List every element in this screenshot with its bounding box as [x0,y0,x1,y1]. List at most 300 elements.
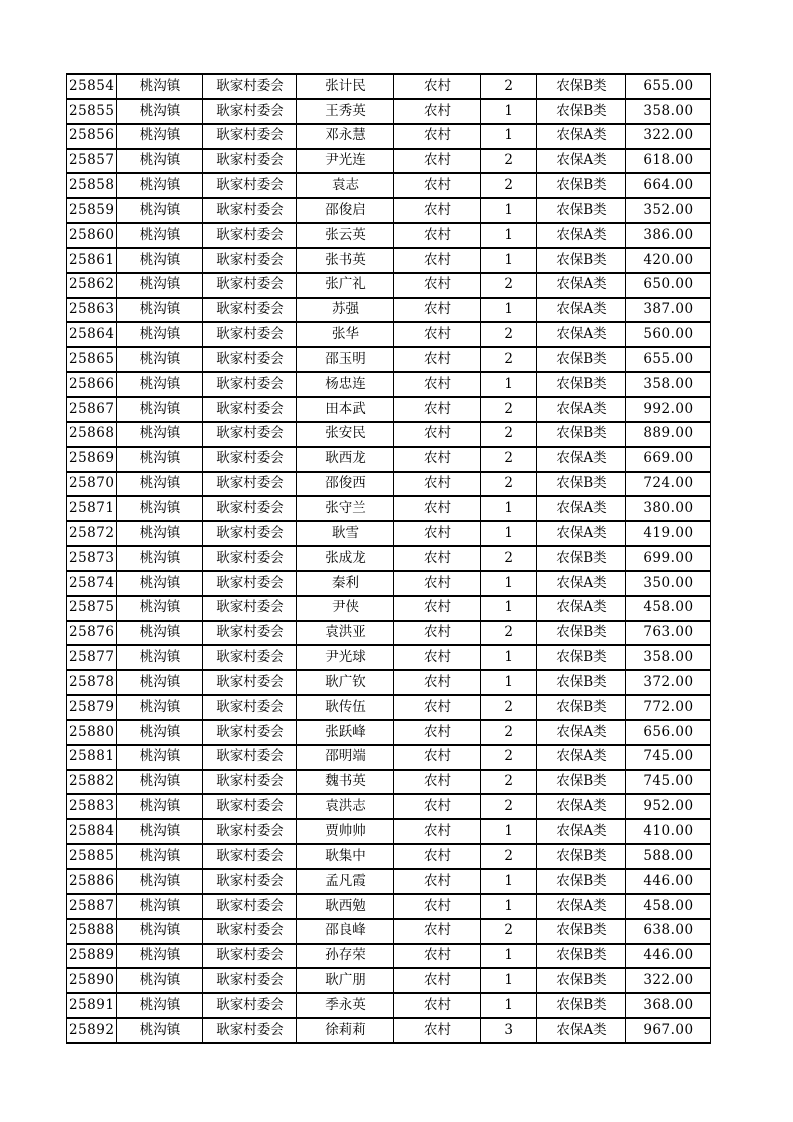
cell-amount: 322.00 [626,124,711,149]
cell-town: 桃沟镇 [117,844,203,869]
cell-residence-type: 农村 [394,819,481,844]
cell-village-committee: 耿家村委会 [203,223,297,248]
cell-residence-type: 农村 [394,919,481,944]
cell-person-name: 贾帅帅 [297,819,394,844]
cell-village-committee: 耿家村委会 [203,521,297,546]
cell-amount: 446.00 [626,869,711,894]
cell-amount: 368.00 [626,993,711,1018]
benefits-table [66,73,711,1044]
cell-amount: 372.00 [626,670,711,695]
cell-person-name: 张跃峰 [297,720,394,745]
cell-insurance-category: 农保B类 [537,645,626,670]
cell-person-count: 1 [481,496,537,521]
cell-town: 桃沟镇 [117,794,203,819]
cell-town: 桃沟镇 [117,223,203,248]
cell-person-name: 魏书英 [297,770,394,795]
cell-residence-type: 农村 [394,720,481,745]
cell-person-name: 杨忠连 [297,372,394,397]
table-row [67,770,711,795]
cell-serial-number: 25880 [67,720,117,745]
cell-insurance-category: 农保B类 [537,546,626,571]
cell-amount: 724.00 [626,472,711,497]
cell-serial-number: 25887 [67,894,117,919]
table-row [67,124,711,149]
cell-insurance-category: 农保B类 [537,770,626,795]
cell-serial-number: 25885 [67,844,117,869]
cell-person-count: 3 [481,1018,537,1043]
cell-residence-type: 农村 [394,770,481,795]
cell-residence-type: 农村 [394,173,481,198]
cell-town: 桃沟镇 [117,720,203,745]
cell-insurance-category: 农保A类 [537,447,626,472]
cell-insurance-category: 农保A类 [537,322,626,347]
cell-village-committee: 耿家村委会 [203,397,297,422]
cell-serial-number: 25866 [67,372,117,397]
cell-village-committee: 耿家村委会 [203,720,297,745]
cell-insurance-category: 农保B类 [537,74,626,99]
cell-amount: 588.00 [626,844,711,869]
table-row [67,919,711,944]
cell-residence-type: 农村 [394,869,481,894]
cell-person-name: 耿广钦 [297,670,394,695]
table-row [67,99,711,124]
cell-insurance-category: 农保A类 [537,223,626,248]
cell-residence-type: 农村 [394,223,481,248]
cell-serial-number: 25862 [67,273,117,298]
cell-amount: 560.00 [626,322,711,347]
cell-amount: 967.00 [626,1018,711,1043]
table-row [67,968,711,993]
cell-person-name: 耿西勉 [297,894,394,919]
cell-town: 桃沟镇 [117,521,203,546]
table-row [67,720,711,745]
cell-person-count: 1 [481,596,537,621]
cell-insurance-category: 农保A类 [537,596,626,621]
cell-village-committee: 耿家村委会 [203,248,297,273]
cell-residence-type: 农村 [394,149,481,174]
cell-village-committee: 耿家村委会 [203,496,297,521]
cell-person-name: 邓永慧 [297,124,394,149]
cell-amount: 446.00 [626,944,711,969]
cell-village-committee: 耿家村委会 [203,869,297,894]
cell-serial-number: 25875 [67,596,117,621]
cell-person-count: 2 [481,173,537,198]
cell-person-count: 2 [481,844,537,869]
cell-residence-type: 农村 [394,521,481,546]
cell-person-name: 张安民 [297,422,394,447]
cell-village-committee: 耿家村委会 [203,944,297,969]
cell-town: 桃沟镇 [117,968,203,993]
cell-person-count: 2 [481,745,537,770]
cell-town: 桃沟镇 [117,670,203,695]
cell-person-count: 1 [481,944,537,969]
cell-residence-type: 农村 [394,397,481,422]
cell-serial-number: 25854 [67,74,117,99]
table-row [67,223,711,248]
cell-village-committee: 耿家村委会 [203,794,297,819]
table-row [67,819,711,844]
cell-person-count: 2 [481,695,537,720]
table-row [67,844,711,869]
cell-amount: 664.00 [626,173,711,198]
cell-residence-type: 农村 [394,472,481,497]
cell-insurance-category: 农保B类 [537,173,626,198]
table-row [67,149,711,174]
cell-village-committee: 耿家村委会 [203,968,297,993]
table-row [67,447,711,472]
cell-residence-type: 农村 [394,596,481,621]
table-row [67,695,711,720]
cell-person-count: 1 [481,521,537,546]
table-row [67,298,711,323]
cell-insurance-category: 农保B类 [537,670,626,695]
cell-person-name: 尹侠 [297,596,394,621]
table-row [67,198,711,223]
cell-village-committee: 耿家村委会 [203,447,297,472]
cell-person-count: 2 [481,919,537,944]
cell-person-name: 耿集中 [297,844,394,869]
cell-amount: 352.00 [626,198,711,223]
cell-serial-number: 25883 [67,794,117,819]
cell-person-name: 耿广朋 [297,968,394,993]
cell-residence-type: 农村 [394,347,481,372]
cell-person-name: 孙存荣 [297,944,394,969]
cell-amount: 458.00 [626,894,711,919]
cell-person-name: 邵俊启 [297,198,394,223]
cell-residence-type: 农村 [394,248,481,273]
cell-residence-type: 农村 [394,745,481,770]
cell-village-committee: 耿家村委会 [203,645,297,670]
cell-amount: 387.00 [626,298,711,323]
cell-serial-number: 25876 [67,621,117,646]
cell-insurance-category: 农保B类 [537,248,626,273]
cell-amount: 358.00 [626,372,711,397]
cell-person-count: 1 [481,372,537,397]
cell-village-committee: 耿家村委会 [203,621,297,646]
cell-amount: 655.00 [626,347,711,372]
cell-village-committee: 耿家村委会 [203,695,297,720]
cell-person-name: 袁洪志 [297,794,394,819]
cell-town: 桃沟镇 [117,745,203,770]
cell-person-name: 张书英 [297,248,394,273]
cell-insurance-category: 农保B类 [537,695,626,720]
cell-person-name: 邵玉明 [297,347,394,372]
cell-person-name: 季永英 [297,993,394,1018]
cell-village-committee: 耿家村委会 [203,298,297,323]
cell-town: 桃沟镇 [117,571,203,596]
cell-village-committee: 耿家村委会 [203,99,297,124]
cell-village-committee: 耿家村委会 [203,571,297,596]
cell-serial-number: 25865 [67,347,117,372]
cell-residence-type: 农村 [394,322,481,347]
cell-village-committee: 耿家村委会 [203,422,297,447]
cell-serial-number: 25873 [67,546,117,571]
cell-town: 桃沟镇 [117,621,203,646]
cell-amount: 655.00 [626,74,711,99]
cell-village-committee: 耿家村委会 [203,596,297,621]
cell-town: 桃沟镇 [117,422,203,447]
cell-town: 桃沟镇 [117,99,203,124]
cell-town: 桃沟镇 [117,919,203,944]
cell-village-committee: 耿家村委会 [203,198,297,223]
cell-residence-type: 农村 [394,968,481,993]
cell-town: 桃沟镇 [117,496,203,521]
table-row [67,944,711,969]
cell-amount: 745.00 [626,770,711,795]
cell-amount: 638.00 [626,919,711,944]
cell-person-name: 邵良峰 [297,919,394,944]
cell-town: 桃沟镇 [117,248,203,273]
cell-person-count: 1 [481,894,537,919]
cell-amount: 618.00 [626,149,711,174]
cell-town: 桃沟镇 [117,298,203,323]
table-row [67,322,711,347]
cell-amount: 410.00 [626,819,711,844]
cell-person-count: 1 [481,993,537,1018]
cell-insurance-category: 农保A类 [537,1018,626,1043]
table-row [67,521,711,546]
cell-village-committee: 耿家村委会 [203,173,297,198]
cell-amount: 889.00 [626,422,711,447]
cell-village-committee: 耿家村委会 [203,546,297,571]
cell-person-count: 2 [481,720,537,745]
cell-person-count: 1 [481,869,537,894]
cell-village-committee: 耿家村委会 [203,919,297,944]
cell-person-name: 秦利 [297,571,394,596]
cell-insurance-category: 农保A类 [537,273,626,298]
cell-amount: 745.00 [626,745,711,770]
cell-town: 桃沟镇 [117,74,203,99]
cell-person-count: 1 [481,819,537,844]
cell-person-count: 1 [481,571,537,596]
cell-person-count: 1 [481,124,537,149]
cell-village-committee: 耿家村委会 [203,322,297,347]
cell-person-name: 田本武 [297,397,394,422]
cell-person-name: 张华 [297,322,394,347]
cell-residence-type: 农村 [394,695,481,720]
table-row [67,74,711,99]
cell-town: 桃沟镇 [117,472,203,497]
cell-serial-number: 25859 [67,198,117,223]
cell-village-committee: 耿家村委会 [203,124,297,149]
cell-village-committee: 耿家村委会 [203,1018,297,1043]
cell-serial-number: 25879 [67,695,117,720]
cell-town: 桃沟镇 [117,546,203,571]
cell-town: 桃沟镇 [117,645,203,670]
cell-residence-type: 农村 [394,198,481,223]
cell-amount: 350.00 [626,571,711,596]
cell-insurance-category: 农保A类 [537,720,626,745]
cell-village-committee: 耿家村委会 [203,770,297,795]
cell-residence-type: 农村 [394,571,481,596]
cell-person-name: 邵明端 [297,745,394,770]
cell-insurance-category: 农保A类 [537,298,626,323]
cell-amount: 992.00 [626,397,711,422]
cell-residence-type: 农村 [394,273,481,298]
cell-person-name: 张守兰 [297,496,394,521]
cell-serial-number: 25878 [67,670,117,695]
cell-amount: 386.00 [626,223,711,248]
cell-insurance-category: 农保B类 [537,944,626,969]
table-row [67,571,711,596]
cell-residence-type: 农村 [394,621,481,646]
cell-serial-number: 25857 [67,149,117,174]
table-row [67,347,711,372]
cell-serial-number: 25864 [67,322,117,347]
cell-village-committee: 耿家村委会 [203,745,297,770]
cell-serial-number: 25874 [67,571,117,596]
cell-person-name: 耿西龙 [297,447,394,472]
cell-village-committee: 耿家村委会 [203,844,297,869]
cell-residence-type: 农村 [394,422,481,447]
cell-insurance-category: 农保B类 [537,869,626,894]
cell-person-name: 张云英 [297,223,394,248]
cell-town: 桃沟镇 [117,397,203,422]
cell-person-count: 1 [481,645,537,670]
cell-amount: 358.00 [626,645,711,670]
table-row [67,670,711,695]
cell-amount: 358.00 [626,99,711,124]
cell-insurance-category: 农保A类 [537,794,626,819]
cell-person-count: 2 [481,447,537,472]
cell-insurance-category: 农保A类 [537,571,626,596]
cell-person-count: 1 [481,198,537,223]
cell-town: 桃沟镇 [117,124,203,149]
cell-person-count: 2 [481,770,537,795]
cell-person-count: 1 [481,248,537,273]
cell-person-name: 张广礼 [297,273,394,298]
cell-town: 桃沟镇 [117,944,203,969]
cell-insurance-category: 农保A类 [537,496,626,521]
cell-residence-type: 农村 [394,546,481,571]
cell-person-count: 2 [481,347,537,372]
table-row [67,372,711,397]
cell-village-committee: 耿家村委会 [203,347,297,372]
cell-person-count: 2 [481,621,537,646]
cell-town: 桃沟镇 [117,347,203,372]
cell-village-committee: 耿家村委会 [203,273,297,298]
cell-serial-number: 25871 [67,496,117,521]
cell-residence-type: 农村 [394,944,481,969]
cell-serial-number: 25889 [67,944,117,969]
cell-insurance-category: 农保A类 [537,819,626,844]
cell-town: 桃沟镇 [117,273,203,298]
cell-serial-number: 25868 [67,422,117,447]
cell-residence-type: 农村 [394,894,481,919]
cell-person-name: 耿传伍 [297,695,394,720]
cell-insurance-category: 农保B类 [537,968,626,993]
cell-person-name: 张计民 [297,74,394,99]
cell-person-count: 1 [481,298,537,323]
cell-residence-type: 农村 [394,1018,481,1043]
table-row [67,894,711,919]
table-row [67,248,711,273]
cell-serial-number: 25870 [67,472,117,497]
table-row [67,422,711,447]
cell-serial-number: 25882 [67,770,117,795]
cell-person-count: 2 [481,472,537,497]
cell-town: 桃沟镇 [117,869,203,894]
cell-town: 桃沟镇 [117,1018,203,1043]
cell-insurance-category: 农保B类 [537,99,626,124]
cell-residence-type: 农村 [394,496,481,521]
cell-insurance-category: 农保A类 [537,124,626,149]
cell-amount: 669.00 [626,447,711,472]
cell-person-count: 1 [481,99,537,124]
cell-insurance-category: 农保A类 [537,149,626,174]
cell-amount: 380.00 [626,496,711,521]
table-row [67,472,711,497]
table-row [67,496,711,521]
cell-person-count: 2 [481,422,537,447]
cell-village-committee: 耿家村委会 [203,670,297,695]
cell-village-committee: 耿家村委会 [203,819,297,844]
cell-person-count: 1 [481,670,537,695]
cell-person-name: 张成龙 [297,546,394,571]
cell-insurance-category: 农保A类 [537,521,626,546]
cell-serial-number: 25886 [67,869,117,894]
cell-insurance-category: 农保B类 [537,621,626,646]
cell-person-count: 2 [481,74,537,99]
cell-amount: 650.00 [626,273,711,298]
cell-residence-type: 农村 [394,99,481,124]
cell-serial-number: 25881 [67,745,117,770]
cell-insurance-category: 农保A类 [537,894,626,919]
cell-person-name: 邵俊西 [297,472,394,497]
cell-person-name: 孟凡霞 [297,869,394,894]
cell-residence-type: 农村 [394,74,481,99]
cell-serial-number: 25861 [67,248,117,273]
table-row [67,273,711,298]
cell-residence-type: 农村 [394,844,481,869]
cell-residence-type: 农村 [394,794,481,819]
cell-person-name: 王秀英 [297,99,394,124]
cell-serial-number: 25892 [67,1018,117,1043]
cell-serial-number: 25867 [67,397,117,422]
cell-town: 桃沟镇 [117,596,203,621]
cell-person-count: 2 [481,546,537,571]
cell-town: 桃沟镇 [117,894,203,919]
cell-insurance-category: 农保B类 [537,919,626,944]
cell-person-name: 尹光球 [297,645,394,670]
cell-town: 桃沟镇 [117,372,203,397]
cell-town: 桃沟镇 [117,447,203,472]
cell-amount: 656.00 [626,720,711,745]
table-row [67,745,711,770]
cell-town: 桃沟镇 [117,770,203,795]
cell-person-name: 徐莉莉 [297,1018,394,1043]
cell-person-count: 1 [481,223,537,248]
cell-person-name: 袁洪亚 [297,621,394,646]
cell-serial-number: 25858 [67,173,117,198]
cell-insurance-category: 农保B类 [537,347,626,372]
cell-person-count: 1 [481,968,537,993]
cell-serial-number: 25890 [67,968,117,993]
table-row [67,546,711,571]
cell-town: 桃沟镇 [117,173,203,198]
cell-amount: 952.00 [626,794,711,819]
cell-town: 桃沟镇 [117,695,203,720]
table-row [67,993,711,1018]
cell-insurance-category: 农保B类 [537,844,626,869]
cell-residence-type: 农村 [394,670,481,695]
cell-person-count: 2 [481,794,537,819]
cell-serial-number: 25877 [67,645,117,670]
cell-town: 桃沟镇 [117,819,203,844]
cell-insurance-category: 农保B类 [537,422,626,447]
cell-person-count: 2 [481,149,537,174]
cell-residence-type: 农村 [394,645,481,670]
